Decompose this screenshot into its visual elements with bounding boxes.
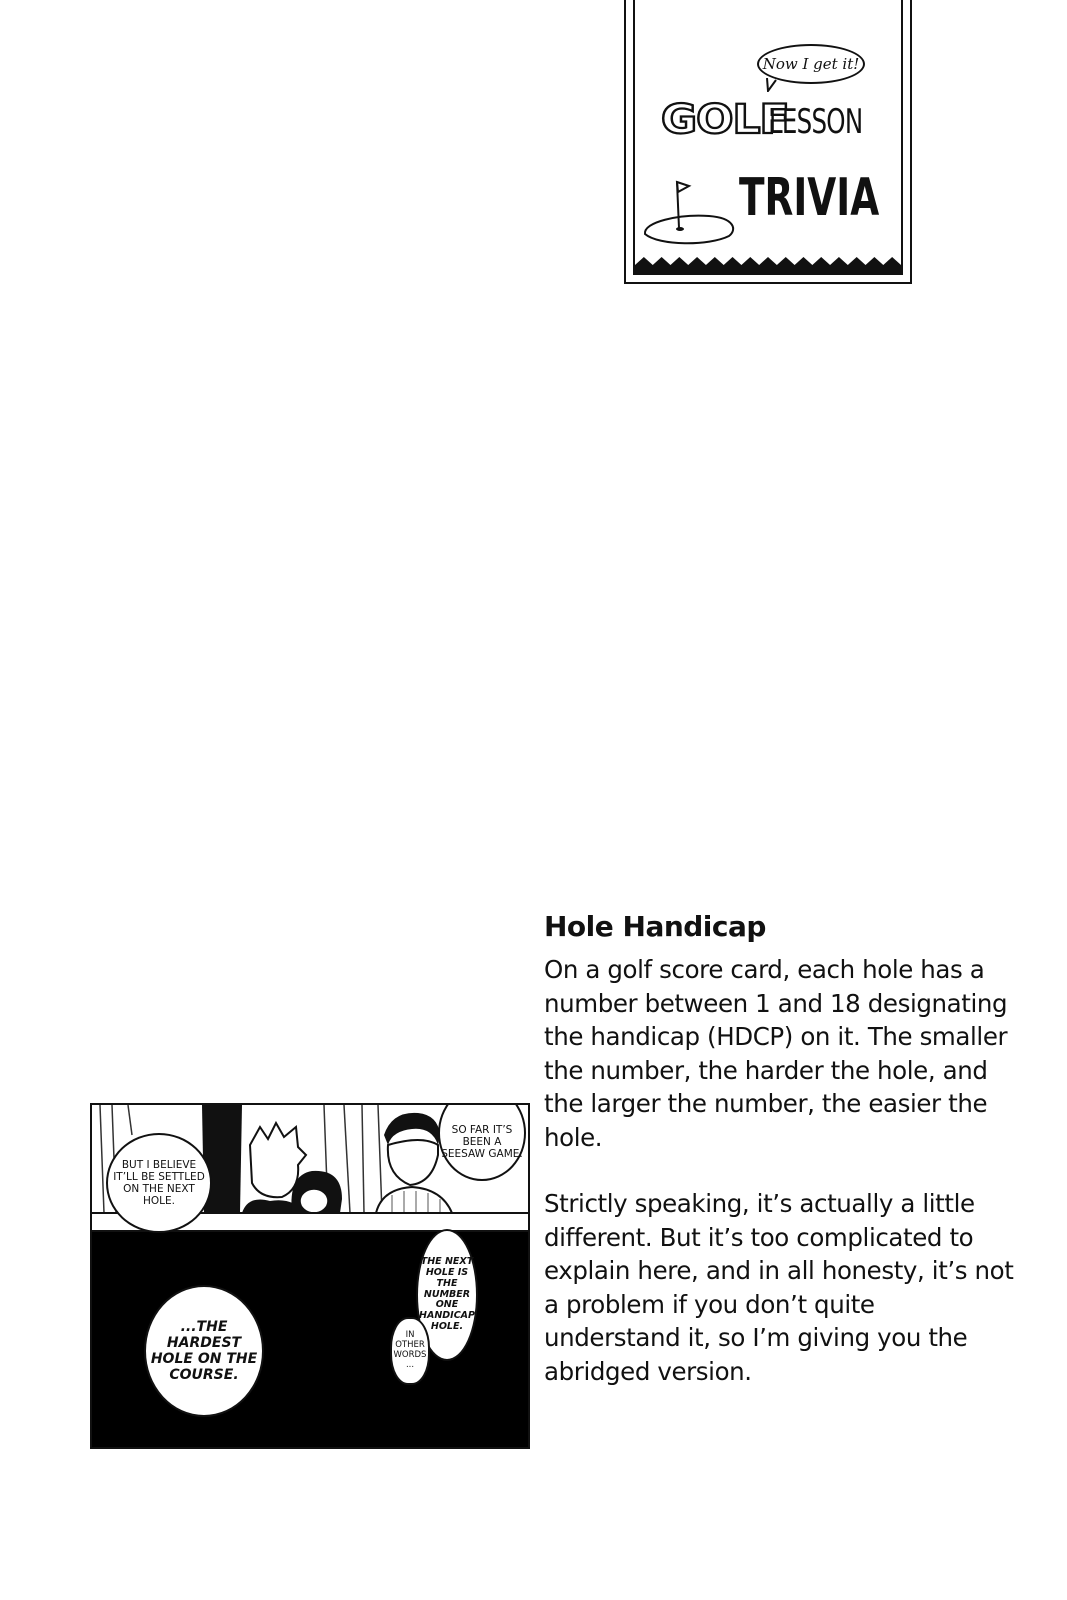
bubble-text: Now I get it! — [762, 55, 860, 73]
speech-text-other-words: IN OTHER WORDS ... — [393, 1330, 427, 1370]
speech-text-hardest-hole: ...THE HARDEST HOLE ON THE COURSE. — [150, 1318, 258, 1384]
lesson-title: LESSON — [769, 102, 863, 142]
golf-title: GOLF — [661, 96, 789, 143]
article-paragraph-2: Strictly speaking, it’s actually a little different. But it’s too complicated to explain here, and in all honesty, it’s not a problem if you don’t quite understand it, so I’m giving you the abridged version. — [544, 1189, 1014, 1386]
article-heading: Hole Handicap — [544, 910, 766, 943]
trivia-title: TRIVIA — [739, 168, 880, 228]
speech-text-settled: BUT I BELIEVE IT’LL BE SETTLED ON THE NEXT HOLE. — [113, 1158, 205, 1208]
manga-panel — [90, 1103, 530, 1449]
golf-flag-icon — [639, 174, 739, 246]
zigzag-border — [635, 257, 901, 273]
speech-text-next-hole: THE NEXT HOLE IS THE NUMBER ONE HANDICAP HOLE. — [419, 1255, 475, 1333]
hole-handicap-article — [544, 910, 1014, 1388]
speech-bubble-settled — [106, 1133, 212, 1233]
trivia-header-inner — [633, 0, 903, 275]
article-paragraph-1: On a golf score card, each hole has a number between 1 and 18 designating the handicap (HDCP) on it. The smaller the number, the harder the hole, and the larger the number, the easier the hole. — [544, 955, 1008, 1152]
speech-bubble-other-words — [390, 1317, 430, 1385]
bubble-tail-icon — [765, 78, 777, 92]
speech-bubble-hardest-hole — [144, 1285, 264, 1417]
golf-lesson-trivia-header — [624, 0, 912, 284]
speech-text-seesaw: SO FAR IT’S BEEN A SEESAW GAME. — [441, 1123, 523, 1161]
